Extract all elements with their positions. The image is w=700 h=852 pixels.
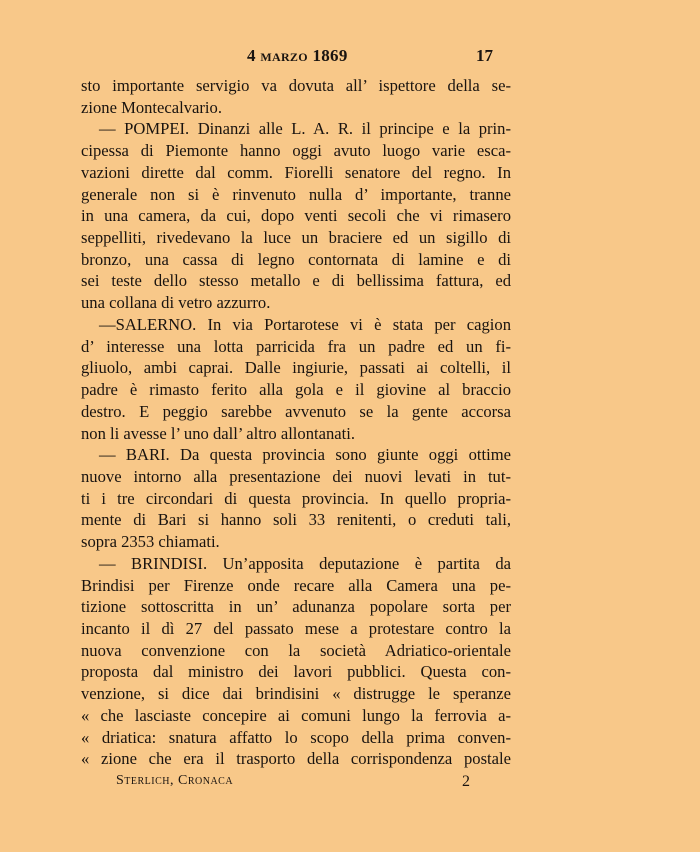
text-line: ti i tre circondari di questa provincia. In quello propria- xyxy=(81,488,511,508)
text-line: venzione, si dice dai brindisini « distrugge le speranze xyxy=(81,684,511,704)
text-line: sto importante servigio va dovuta all’ ispettore della se- xyxy=(81,76,511,95)
running-header xyxy=(81,46,493,70)
text-line: destro. E peggio sarebbe avvenuto se la gente accorsa xyxy=(81,401,511,421)
header-date-month: MARZO xyxy=(260,50,308,64)
header-date-day: 4 xyxy=(247,46,256,65)
text-line: —SALERNO. In via Portarotese vi è stata per cagion xyxy=(99,314,511,334)
text-line: vazioni dirette dal comm. Fiorelli senatore del regno. In xyxy=(81,162,511,182)
text-line: Brindisi per Firenze onde recare alla Camera una pe- xyxy=(81,575,511,595)
text-line: gliuolo, ambi caprai. Dalle ingiurie, passati ai coltelli, il xyxy=(81,358,511,378)
page-footer xyxy=(116,773,476,793)
text-line: generale non si è rinvenuto nulla d’ importante, tranne xyxy=(81,184,511,204)
text-line: cipessa di Piemonte hanno oggi avuto luogo varie esca- xyxy=(81,141,511,161)
text-line: seppelliti, rivedevano la luce un braciere ed un sigillo di xyxy=(81,228,511,248)
text-line: nuove intorno alla presentazione dei nuovi levati in tut- xyxy=(81,466,511,486)
text-line: proposta dal ministro dei lavori pubblici. Questa con- xyxy=(81,662,511,682)
text-line: — BRINDISI. Un’apposita deputazione è partita da xyxy=(99,553,511,573)
text-line: sei teste dello stesso metallo e di bellissima fattura, ed xyxy=(81,271,511,291)
signature-mark: Sterlich, Cronaca xyxy=(116,773,234,788)
text-line: « zione che era il trasporto della corrispondenza postale xyxy=(81,749,511,769)
text-line: « driatica: snatura affatto lo scopo della prima conven- xyxy=(81,727,511,747)
header-date-year: 1869 xyxy=(312,46,348,65)
text-line: mente di Bari si hanno soli 33 renitenti, o creduti tali, xyxy=(81,510,511,530)
text-line: non li avesse l’ uno dall’ altro allontanati. xyxy=(81,423,356,443)
text-line: tizione sottoscritta in un’ adunanza popolare sorta per xyxy=(81,597,511,617)
text-line: una collana di vetro azzurro. xyxy=(81,293,271,313)
text-line: bronzo, una cassa di legno contornata di lamine e di xyxy=(81,249,511,269)
text-line: nuova convenzione con la società Adriatico-orientale xyxy=(81,640,511,660)
text-line: — BARI. Da questa provincia sono giunte oggi ottime xyxy=(99,445,511,465)
text-line: padre è rimasto ferito alla gola e il giovine al braccio xyxy=(81,380,511,400)
text-line: in una camera, da cui, dopo venti secoli che vi rimasero xyxy=(81,206,511,226)
header-date xyxy=(247,46,348,66)
sheet-number: 2 xyxy=(462,773,470,790)
body-text xyxy=(81,75,511,770)
text-line: — POMPEI. Dinanzi alle L. A. R. il principe e la prin- xyxy=(99,119,511,139)
page-number: 17 xyxy=(476,46,493,65)
text-line: zione Montecalvario. xyxy=(81,97,222,117)
text-line: « che lasciaste concepire ai comuni lungo la ferrovia a- xyxy=(81,705,511,725)
text-line: d’ interesse una lotta parricida fra un padre ed un fi- xyxy=(81,336,511,356)
text-line: incanto il dì 27 del passato mese a protestare contro la xyxy=(81,618,511,638)
text-line: sopra 2353 chiamati. xyxy=(81,532,220,552)
